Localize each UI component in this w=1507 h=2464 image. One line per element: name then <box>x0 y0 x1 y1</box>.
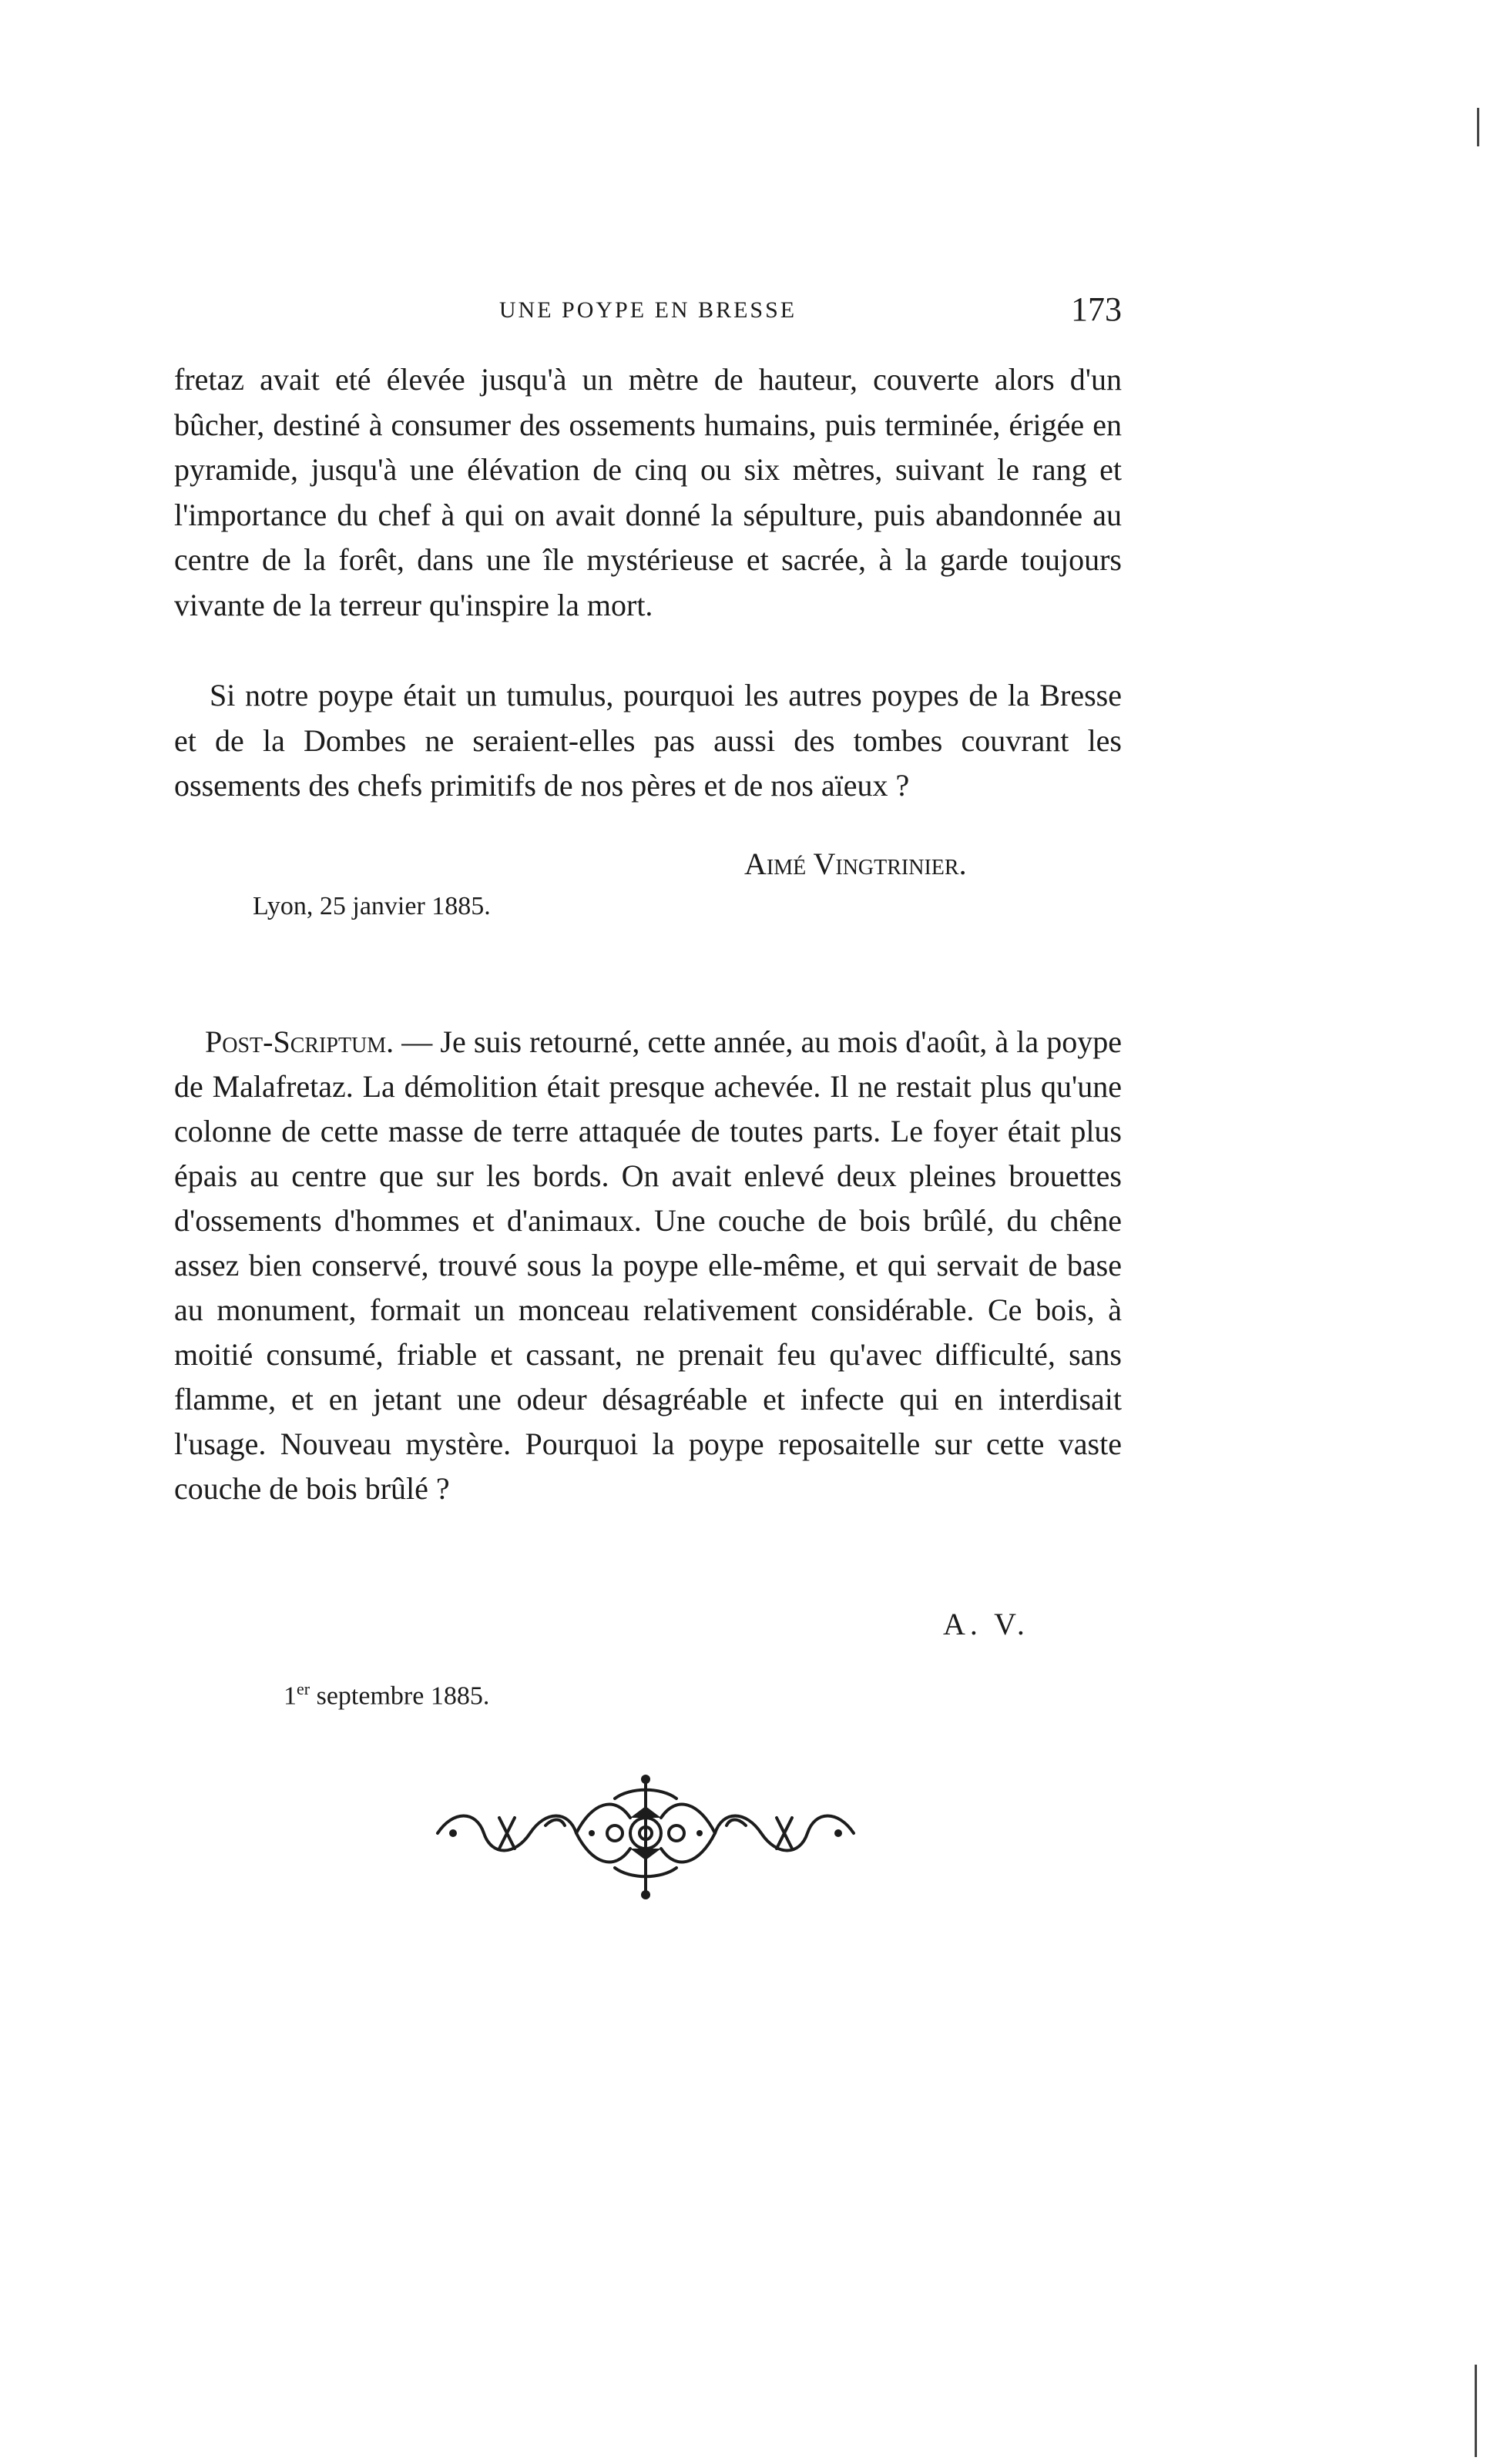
page-header <box>174 290 1122 336</box>
dateline-day: 1 <box>284 1681 297 1711</box>
right-edge-mark-top <box>1477 108 1479 146</box>
paragraph-tumulus-question: Si notre poype était un tumulus, pourquoi les autres poypes de la Bresse et de la Dombes ne seraient-elles pas aussi des tombes couvrant les ossements des chefs primitifs de nos pères et de nos aïeux ? <box>174 678 1122 803</box>
author-initials: A. V. <box>943 1607 1029 1641</box>
dateline-lyon: Lyon, 25 janvier 1885. <box>253 892 491 920</box>
author-signature: Aimé Vingtrinier. <box>744 846 967 881</box>
page-number: 173 <box>1071 290 1122 328</box>
postscript-label: Post-Scriptum. <box>205 1024 394 1059</box>
paragraph-continuation: fretaz avait eté élevée jusqu'à un mètre de hauteur, couverte alors d'un bûcher, destiné à consumer des ossements humains, puis terminée, érigée en pyramide, jusqu'à une élévation de cinq ou six mètres, suivant le rang et l'importance du chef à qui on avait donné la sépulture, puis abandonnée au centre de la forêt, dans une île mystérieuse et sacrée, à la garde toujours vivante de la terreur qu'inspire la mort. <box>174 362 1122 622</box>
dateline-month-year: septembre 1885. <box>310 1681 490 1711</box>
postscript-paragraph <box>174 1020 1122 1511</box>
dateline-september <box>284 1679 489 1711</box>
running-title: UNE POYPE EN BRESSE <box>498 297 797 323</box>
dateline-day-suffix: er <box>297 1679 310 1698</box>
ornament-vignette-icon <box>422 1764 869 1902</box>
postscript-text: — Je suis retourné, cette année, au mois d'août, à la poype de Malafretaz. La démolition était presque achevée. Il ne restait plus qu'une colonne de cette masse de terre attaquée de toutes parts. Le foyer était plus épais au centre que sur les bords. On avait enlevé deux pleines brouettes d'ossements d'hommes et d'animaux. Une couche de bois brûlé, du chêne assez bien conservé, trouvé sous la poype elle-même, et qui servait de base au monument, formait un monceau relativement considérable. Ce bois, à moitié consumé, friable et cassant, ne prenait feu qu'avec difficulté, sans flamme, et en jetant une odeur désagréable et infecte qui en interdisait l'usage. Nouveau mystère. Pourquoi la poype reposaitelle sur cette vaste couche de bois brûlé ? <box>174 1024 1122 1506</box>
right-edge-mark-bottom <box>1475 2365 1477 2457</box>
